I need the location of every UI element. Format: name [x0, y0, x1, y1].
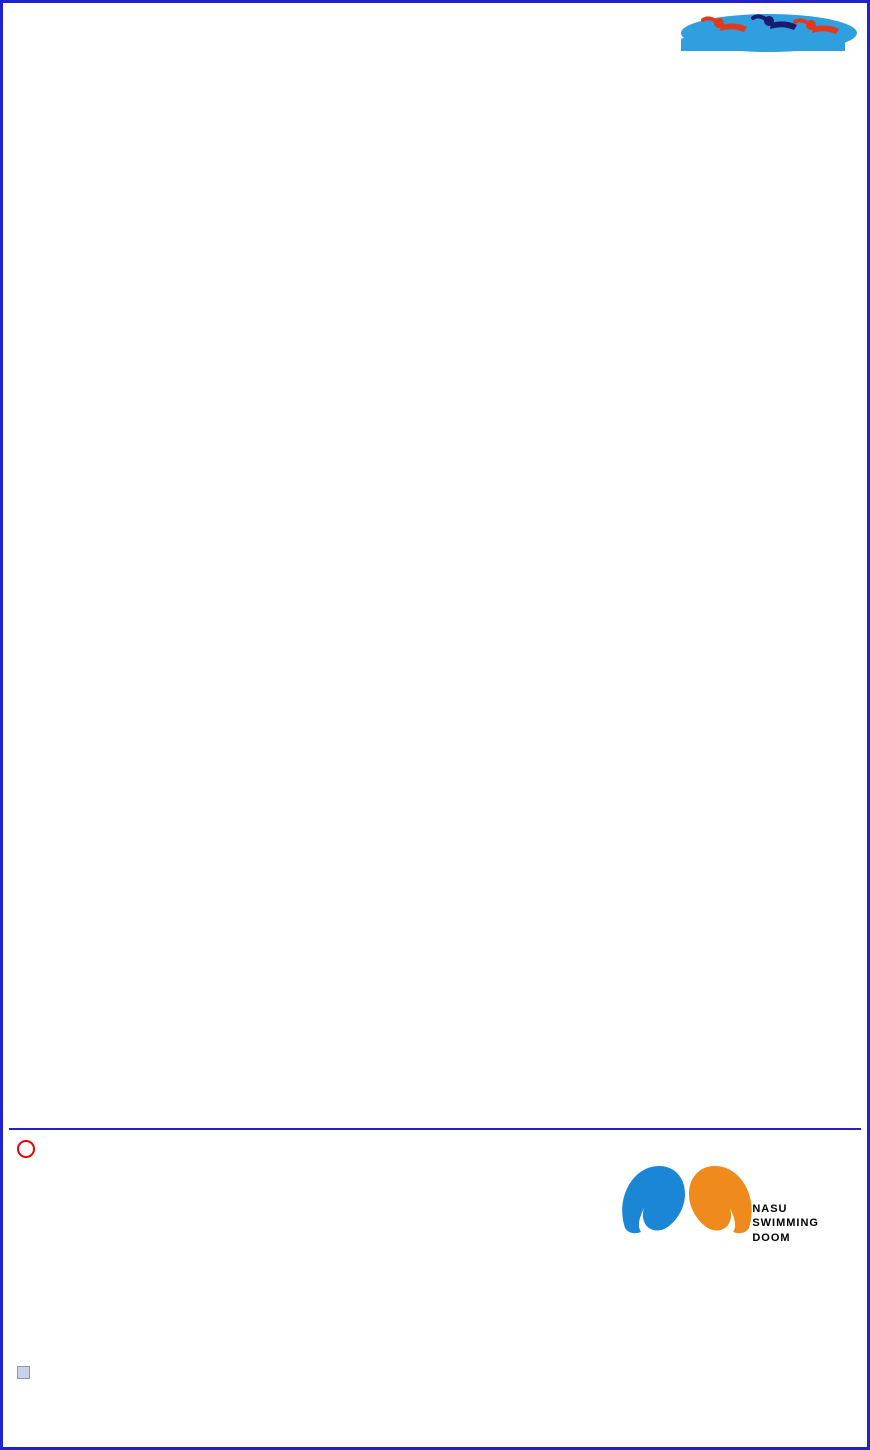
legend-swatch-icon: [17, 1366, 30, 1379]
circle-mark-icon: [17, 1140, 35, 1158]
nasu-swimming-doom-logo: [611, 1150, 841, 1265]
page-header: [9, 9, 861, 53]
footer-notes: [9, 1128, 861, 1448]
footer-item-5: [17, 1364, 32, 1380]
footer-item-1: [17, 1140, 35, 1158]
swimmers-icon: [677, 9, 857, 53]
logo-caption: NASU SWIMMING DOOM: [752, 1203, 819, 1244]
footer-item-4: [17, 1332, 53, 1348]
